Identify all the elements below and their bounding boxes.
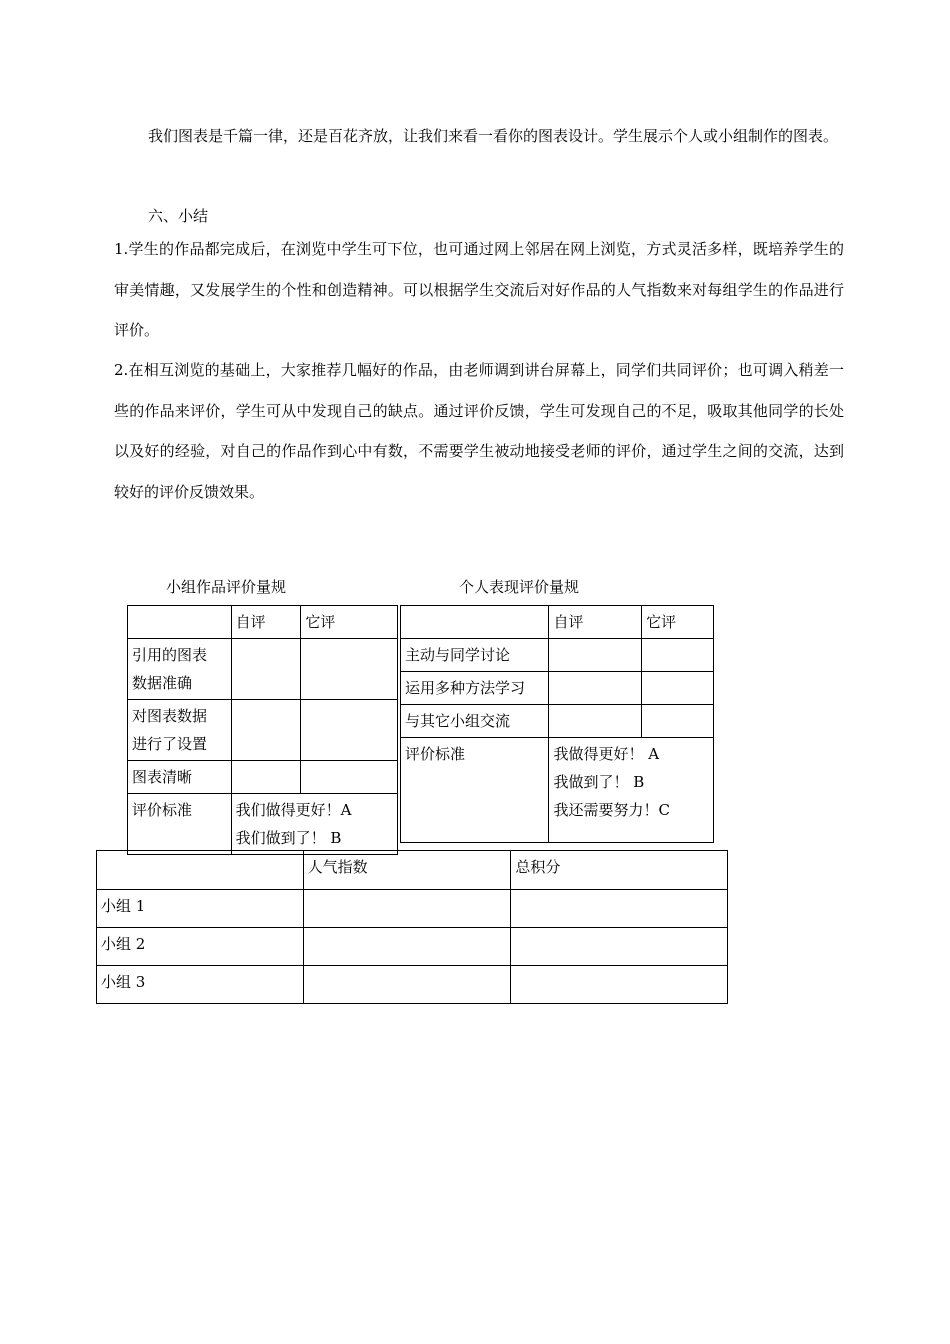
table-cell: [642, 639, 714, 672]
table-cell: [549, 639, 642, 672]
table-row: [128, 761, 398, 794]
table-row: [97, 890, 728, 928]
table-cell: [303, 966, 511, 1004]
personal-rubric-caption: 个人表现评价量规: [459, 578, 580, 596]
table-row: [401, 639, 714, 672]
group-name-cell: 小组 2: [97, 928, 304, 966]
summary-item-2: 2.在相互浏览的基础上，大家推荐几幅好的作品，由老师调到讲台屏幕上，同学们共同评价；也可调入稍差一些的作品来评价，学生可从中发现自己的缺点。通过评价反馈，学生可发现自己的不足，吸取其他同学的长处以及好的经验，对自己的作品作到心中有数，不需要学生被动地接受老师的评价，通过学生之间的交流，达到较好的评价反馈效果。: [114, 361, 844, 501]
table-row: [401, 705, 714, 738]
table-row: [128, 606, 398, 639]
column-header-self: 自评: [231, 606, 301, 639]
table-cell: [511, 966, 728, 1004]
group-name-cell: 小组 3: [97, 966, 304, 1004]
table-cell: [642, 672, 714, 705]
table-cell: [549, 672, 642, 705]
table-cell: [303, 928, 511, 966]
table-row: [128, 700, 398, 761]
personal-rubric-table: [400, 605, 714, 843]
table-cell: [549, 705, 642, 738]
criterion-cell: 运用多种方法学习: [401, 672, 549, 705]
table-cell: [231, 700, 301, 761]
table-cell: [642, 705, 714, 738]
standard-description: 我们做得更好！A 我们做到了！ B: [231, 794, 397, 855]
criterion-cell: 主动与同学讨论: [401, 639, 549, 672]
criterion-cell: 图表清晰: [128, 761, 232, 794]
column-header-self: 自评: [549, 606, 642, 639]
criterion-cell: 对图表数据 进行了设置: [128, 700, 232, 761]
column-header-others: 它评: [301, 606, 398, 639]
table-cell: [301, 639, 398, 700]
table-cell: [231, 639, 301, 700]
table-cell: [401, 606, 549, 639]
standard-label: 评价标准: [128, 794, 232, 855]
summary-item-1: 1.学生的作品都完成后，在浏览中学生可下位，也可通过网上邻居在网上浏览，方式灵活多样，既培养学生的审美情趣，又发展学生的个性和创造精神。可以根据学生交流后对好作品的人气指数来对每组学生的作品进行评价。: [114, 240, 844, 339]
table-row: [97, 928, 728, 966]
table-row: [401, 738, 714, 843]
intro-paragraph: 我们图表是千篇一律，还是百花齐放，让我们来看一看你的图表设计。学生展示个人或小组制作的图表。: [148, 127, 839, 145]
table-row: [97, 851, 728, 890]
table-cell: [97, 851, 304, 890]
table-cell: [511, 928, 728, 966]
score-table: [96, 850, 728, 1004]
section-heading: 六、小结: [148, 207, 209, 225]
table-row: [401, 606, 714, 639]
table-row: [128, 639, 398, 700]
criterion-cell: 与其它小组交流: [401, 705, 549, 738]
group-name-cell: 小组 1: [97, 890, 304, 928]
table-row: [97, 966, 728, 1004]
column-header-others: 它评: [642, 606, 714, 639]
standard-description: 我做得更好！ A 我做到了！ B 我还需要努力！C: [549, 738, 714, 843]
criterion-cell: 引用的图表 数据准确: [128, 639, 232, 700]
group-rubric-caption: 小组作品评价量规: [166, 578, 287, 596]
table-cell: [231, 761, 301, 794]
table-cell: [511, 890, 728, 928]
table-cell: [301, 700, 398, 761]
table-cell: [301, 761, 398, 794]
column-header-total: 总积分: [511, 851, 728, 890]
table-row: [401, 672, 714, 705]
table-row: [128, 794, 398, 855]
table-cell: [128, 606, 232, 639]
table-cell: [303, 890, 511, 928]
group-rubric-table: [127, 605, 398, 855]
standard-label: 评价标准: [401, 738, 549, 843]
column-header-popularity: 人气指数: [303, 851, 511, 890]
